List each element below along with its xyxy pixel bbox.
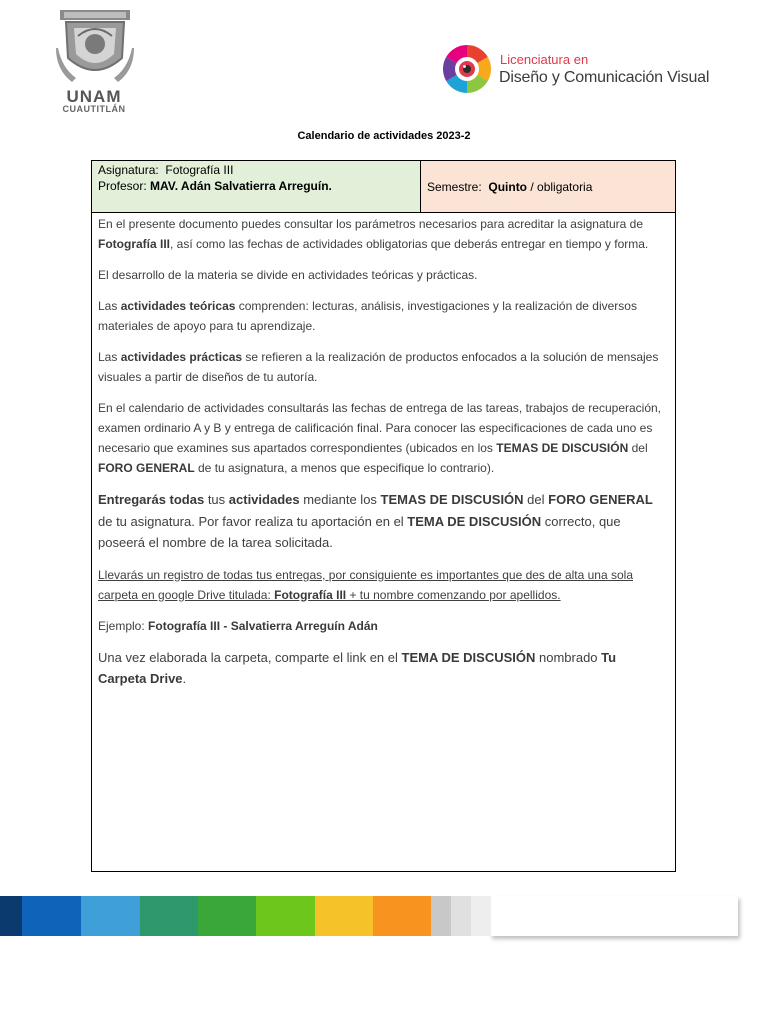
instructions-cell (92, 213, 675, 871)
asignatura-line (98, 162, 414, 178)
footer-color-bar (0, 896, 491, 936)
color-bar-segment (451, 896, 471, 936)
program-line1: Licenciatura en (500, 52, 589, 67)
camera-lens-icon (442, 44, 492, 94)
color-bar-segment (81, 896, 140, 936)
color-bar-segment (471, 896, 491, 936)
profesor-label: Profesor: (98, 179, 147, 193)
semester-header-cell (421, 161, 675, 213)
document-title: Calendario de actividades 2023-2 (297, 130, 471, 142)
color-bar-segment (373, 896, 431, 936)
paragraph-share-link: Una vez elaborada la carpeta, comparte el link en el TEMA DE DISCUSIÓN nombrado Tu Carpeta Drive. (98, 649, 617, 686)
color-bar-segment (22, 896, 81, 936)
program-line2: Diseño y Comunicación Visual (499, 69, 710, 86)
color-bar-segment (140, 896, 198, 936)
paragraph-delivery: Entregarás todas tus actividades mediante los TEMAS DE DISCUSIÓN del FORO GENERAL de tu asignatura. Por favor realiza tu aportación en el TEMA DE DISCUSIÓN correcto, que poseerá el nombre de la tarea solicitada. (98, 492, 653, 550)
color-bar-segment (0, 896, 22, 936)
color-bar-segment (198, 896, 256, 936)
paragraph-intro: En el presente documento puedes consultar los parámetros necesarios para acreditar la asignatura de Fotografía III, así como las fechas de actividades obligatorias que deberás entregar en tiempo y forma. (98, 217, 649, 251)
profesor-value: MAV. Adán Salvatierra Arreguín. (150, 179, 332, 193)
paragraph-theory: Las actividades teóricas comprenden: lecturas, análisis, investigaciones y la realización de diversos materiales de apoyo para tu aprendizaje. (98, 299, 637, 333)
semestre-label: Semestre: (427, 180, 482, 194)
semestre-value: Quinto (488, 180, 528, 194)
asignatura-label: Asignatura: (98, 163, 159, 177)
profesor-line (98, 178, 414, 194)
color-bar-segment (256, 896, 315, 936)
color-bar-segment (431, 896, 451, 936)
footer-bar-tail (490, 896, 738, 936)
paragraph-calendar: En el calendario de actividades consultarás las fechas de entrega de las tareas, trabajos de recuperación, examen ordinario A y B y entrega de calificación final. Para conocer las especificaciones de cada uno es necesario que examines sus apartados correspondientes (ubicados en los TEMAS DE DISCUSIÓN del FORO GENERAL de tu asignatura, a menos que especifique lo contrario). (98, 401, 662, 475)
semestre-type: / obligatoria (530, 180, 593, 194)
course-info-table (91, 160, 676, 872)
paragraph-drive-folder: Llevarás un registro de todas tus entregas, por consiguiente es importantes que des de alta una sola carpeta en google Drive titulada: Fotografía III + tu nombre comenzando por apellidos. (98, 567, 634, 602)
paragraph-practice: Las actividades prácticas se refieren a la realización de productos enfocados a la solución de mensajes visuales a partir de diseños de tu autoría. (98, 350, 659, 384)
asignatura-value: Fotografía III (165, 163, 234, 177)
paragraph-division: El desarrollo de la materia se divide en actividades teóricas y prácticas. (98, 268, 478, 282)
unam-campus: CUAUTITLÁN (62, 104, 126, 114)
color-bar-segment (315, 896, 373, 936)
unam-wordmark: UNAM (66, 87, 122, 106)
course-header-cell (92, 161, 421, 213)
paragraph-example: Ejemplo: Fotografía III - Salvatierra Arreguín Adán (98, 618, 378, 633)
